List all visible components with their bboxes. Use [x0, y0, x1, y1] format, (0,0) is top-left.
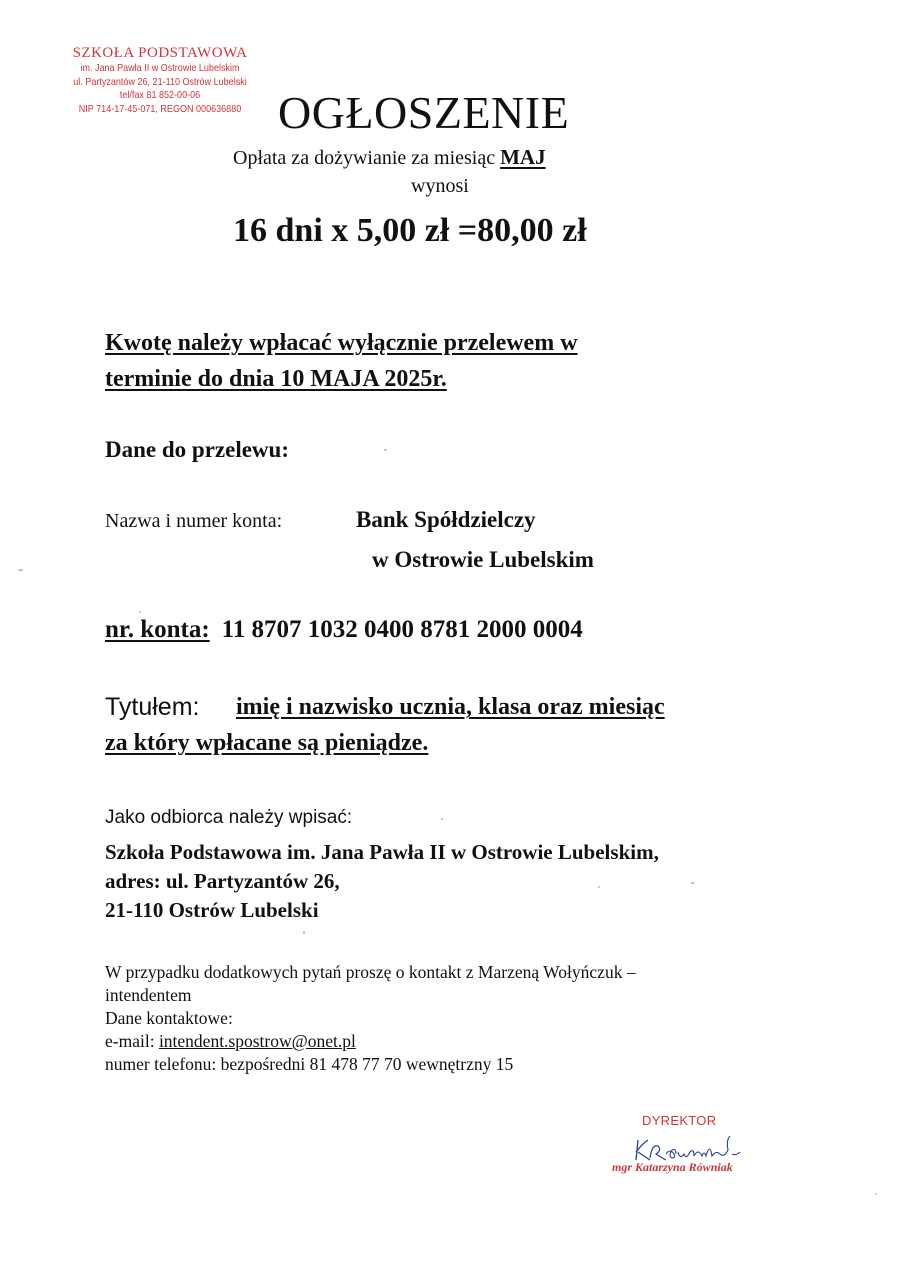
contact-line: Dane kontaktowe:	[105, 1008, 233, 1028]
school-stamp	[50, 44, 270, 116]
bank-label: Nazwa i numer konta:	[105, 510, 283, 532]
account-label: nr. konta:	[105, 616, 210, 643]
tytulem-label: Tytułem:	[105, 693, 200, 721]
page-title: OGŁOSZENIE	[278, 87, 570, 138]
tytulem-value-line1: imię i nazwisko ucznia, klasa oraz miesiąc	[236, 694, 665, 720]
fee-amount: 16 dni x 5,00 zł =80,00 zł	[233, 212, 587, 249]
tytulem-value-line2: za który wpłacane są pieniądze.	[105, 730, 429, 756]
fee-wynosi: wynosi	[411, 175, 469, 197]
recipient-line: 21-110 Ostrów Lubelski	[105, 898, 319, 922]
signature-name: mgr Katarzyna Równiak	[612, 1160, 733, 1174]
scan-speck	[875, 1193, 877, 1195]
recipient-label: Jako odbiorca należy wpisać:	[105, 807, 353, 828]
fee-text: Opłata za dożywianie za miesiąc	[233, 147, 496, 169]
transfer-title: Dane do przelewu:	[105, 437, 289, 462]
contact-phone: numer telefonu: bezpośredni 81 478 77 70 wewnętrzny 15	[105, 1054, 514, 1074]
bank-name-line2: w Ostrowie Lubelskim	[372, 547, 594, 572]
scan-speck	[441, 818, 443, 820]
payment-note-line: terminie do dnia 10 MAJA 2025r.	[105, 366, 447, 392]
stamp-line: NIP 714-17-45-071, REGON 000636880	[78, 102, 242, 115]
fee-month: MAJ	[500, 145, 546, 169]
director-title: DYREKTOR	[642, 1113, 717, 1128]
payment-note-line: Kwotę należy wpłacać wyłącznie przelewem w	[105, 330, 578, 356]
fee-description	[233, 145, 546, 170]
stamp-line: im. Jana Pawła II w Ostrowie Lubelskim	[80, 62, 240, 74]
email-link[interactable]: intendent.spostrow@onet.pl	[158, 1031, 356, 1051]
stamp-title: SZKOŁA PODSTAWOWA	[72, 45, 248, 61]
scan-speck	[303, 931, 305, 934]
account-number: 11 8707 1032 0400 8781 2000 0004	[221, 616, 583, 643]
recipient-line: Szkoła Podstawowa im. Jana Pawła II w Ostrowie Lubelskim,	[105, 840, 659, 864]
scan-speck	[691, 882, 694, 884]
email-label: e-mail:	[105, 1031, 159, 1051]
contact-line: intendentem	[105, 985, 192, 1005]
payment-note	[105, 325, 578, 397]
scan-speck	[139, 611, 141, 613]
stamp-line: tel/fax 81 852-00-06	[119, 89, 201, 101]
contact-email-row	[105, 1030, 636, 1053]
scan-speck	[384, 449, 387, 451]
scan-speck	[598, 886, 600, 888]
bank-name-line1: Bank Spółdzielczy	[356, 507, 536, 532]
recipient-line: adres: ul. Partyzantów 26,	[105, 869, 340, 893]
recipient-address	[105, 838, 659, 925]
contact-info	[105, 961, 636, 1076]
stamp-line: ul. Partyzantów 26, 21-110 Ostrów Lubelski	[73, 75, 247, 88]
contact-line: W przypadku dodatkowych pytań proszę o kontakt z Marzeną Wołyńczuk –	[105, 962, 636, 982]
account-number-row	[105, 616, 583, 644]
scan-speck	[18, 569, 23, 571]
